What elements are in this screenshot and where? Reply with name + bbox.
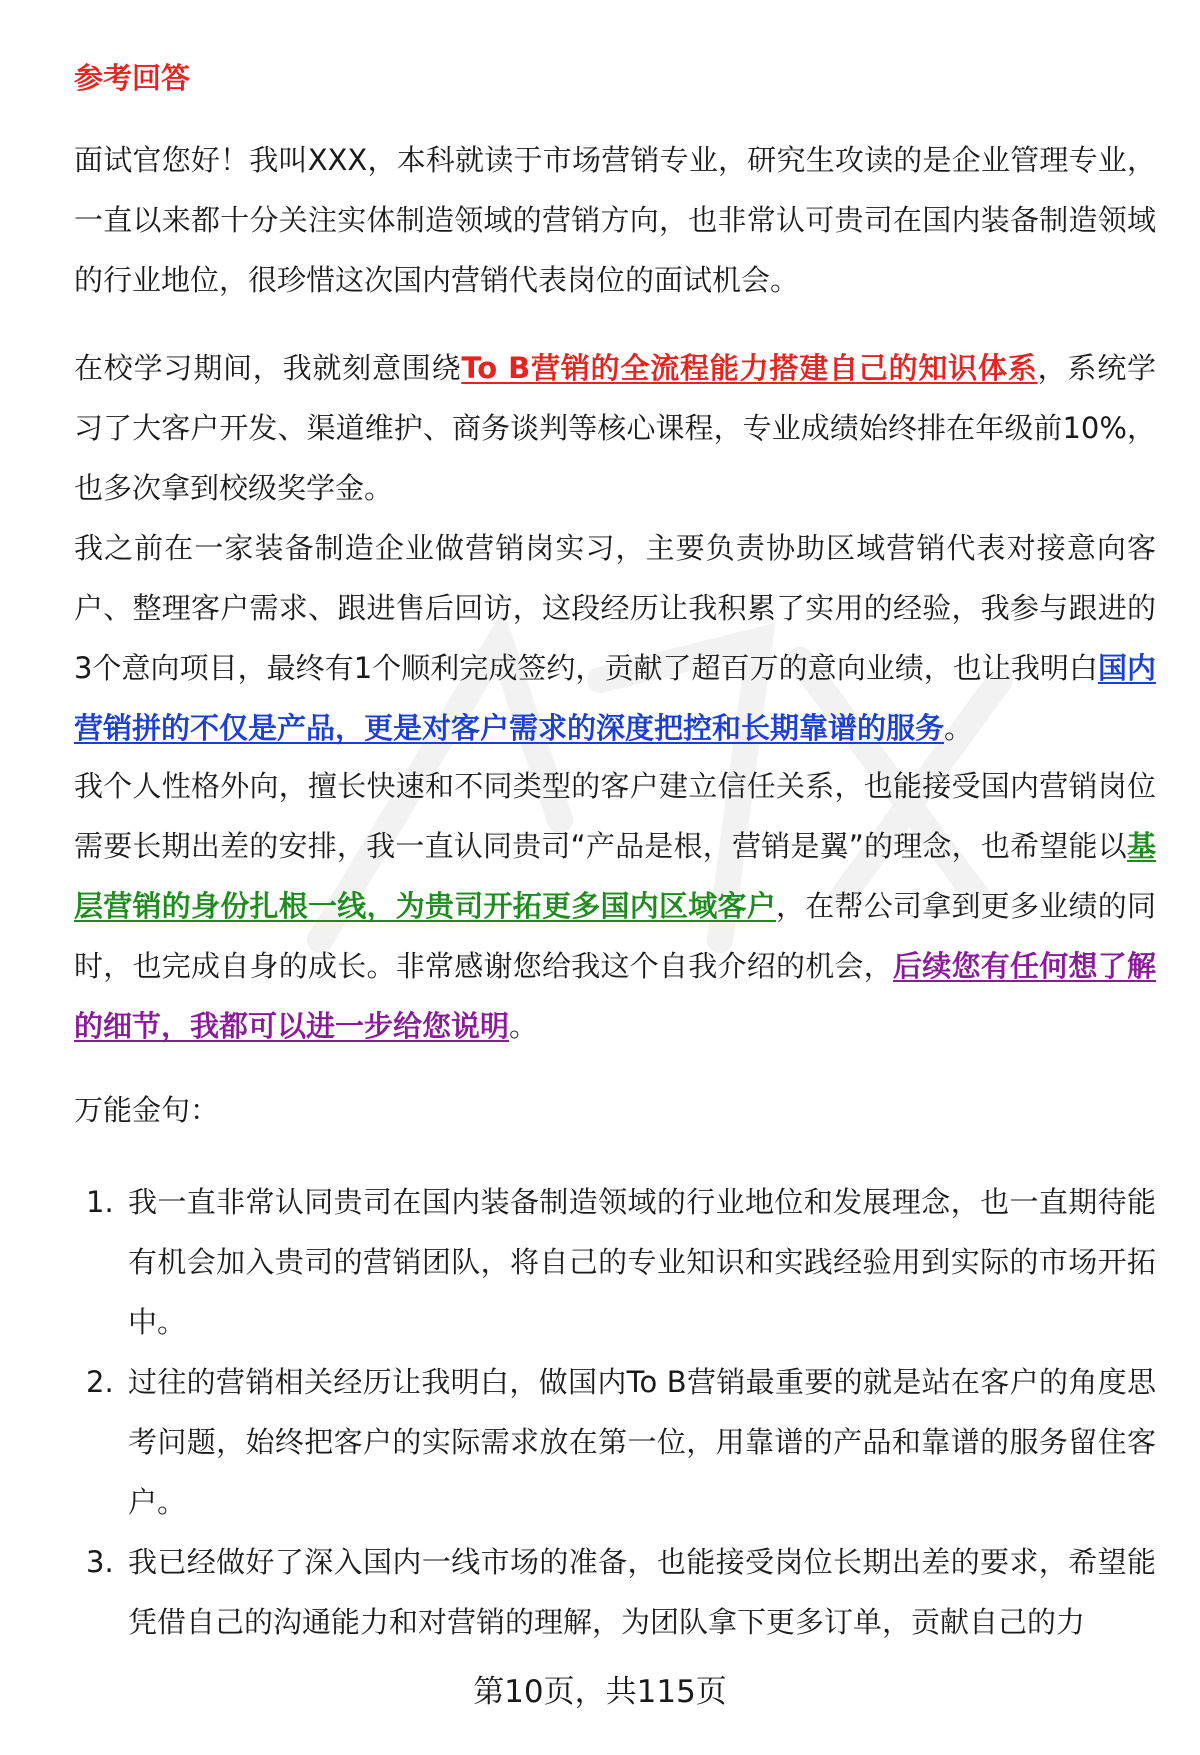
highlight-blue: 国内营销拼的不仅是产品，更是对客户需求的深度把控和长期靠谱的服务: [74, 651, 1156, 745]
highlight-green: 基层营销的身份扎根一线，为贵司开拓更多国内区域客户: [74, 829, 1156, 923]
golden-phrases-list: [74, 1172, 1156, 1652]
list-item-text: 我一直非常认同贵司在国内装备制造领域的行业地位和发展理念，也一直期待能有机会加入贵司的营销团队，将自己的专业知识和实践经验用到实际的市场开拓中。: [128, 1185, 1156, 1339]
list-number: 3.: [86, 1545, 114, 1579]
paragraph-text: 我个人性格外向，擅长快速和不同类型的客户建立信任关系，也能接受国内营销岗位需要长期出差的安排，我一直认同贵司“产品是根，营销是翼”的理念，也希望能以: [74, 769, 1156, 863]
section-label-golden-phrases: 万能金句：: [74, 1093, 220, 1127]
paragraph-text: ，系统学习了大客户开发、渠道维护、商务谈判等核心课程，专业成绩始终排在年级前10%，也多次拿到校级奖学金。: [74, 351, 1156, 505]
list-number: 2.: [86, 1365, 114, 1399]
list-item-text: 我已经做好了深入国内一线市场的准备，也能接受岗位长期出差的要求，希望能凭借自己的沟通能力和对营销的理解，为团队拿下更多订单，贡献自己的力: [128, 1545, 1156, 1639]
section-heading: 参考回答: [74, 61, 191, 95]
list-item: [74, 1532, 1156, 1652]
list-item: [74, 1172, 1156, 1352]
list-number: 1.: [86, 1185, 114, 1219]
page-number-footer: 第10页，共115页: [473, 1674, 727, 1710]
paragraph-intro: 面试官您好！我叫XXX，本科就读于市场营销专业，研究生攻读的是企业管理专业，一直以来都十分关注实体制造领域的营销方向，也非常认可贵司在国内装备制造领域的行业地位，很珍惜这次国内营销代表岗位的面试机会。: [74, 143, 1156, 297]
highlight-red: To B营销的全流程能力搭建自己的知识体系: [461, 351, 1038, 385]
paragraph-personality: [74, 756, 1156, 1056]
list-item-text: 过往的营销相关经历让我明白，做国内To B营销最重要的就是站在客户的角度思考问题，始终把客户的实际需求放在第一位，用靠谱的产品和靠谱的服务留住客户。: [128, 1365, 1156, 1519]
list-item: [74, 1352, 1156, 1532]
paragraph-text: 我之前在一家装备制造企业做营销岗实习，主要负责协助区域营销代表对接意向客户、整理客户需求、跟进售后回访，这段经历让我积累了实用的经验，我参与跟进的3个意向项目，最终有1个顺利完成签约，贡献了超百万的意向业绩，也让我明白: [74, 531, 1156, 685]
paragraph-text: 。: [509, 1009, 539, 1043]
paragraph-text: ，在帮公司拿到更多业绩的同时，也完成自身的成长。非常感谢您给我这个自我介绍的机会，: [74, 889, 1156, 983]
paragraph-education: [74, 338, 1156, 518]
paragraph-text: 。: [944, 711, 974, 745]
paragraph-text: 在校学习期间，我就刻意围绕: [74, 351, 462, 385]
highlight-purple: 后续您有任何想了解的细节，我都可以进一步给您说明: [74, 949, 1156, 1043]
paragraph-internship: [74, 518, 1156, 758]
